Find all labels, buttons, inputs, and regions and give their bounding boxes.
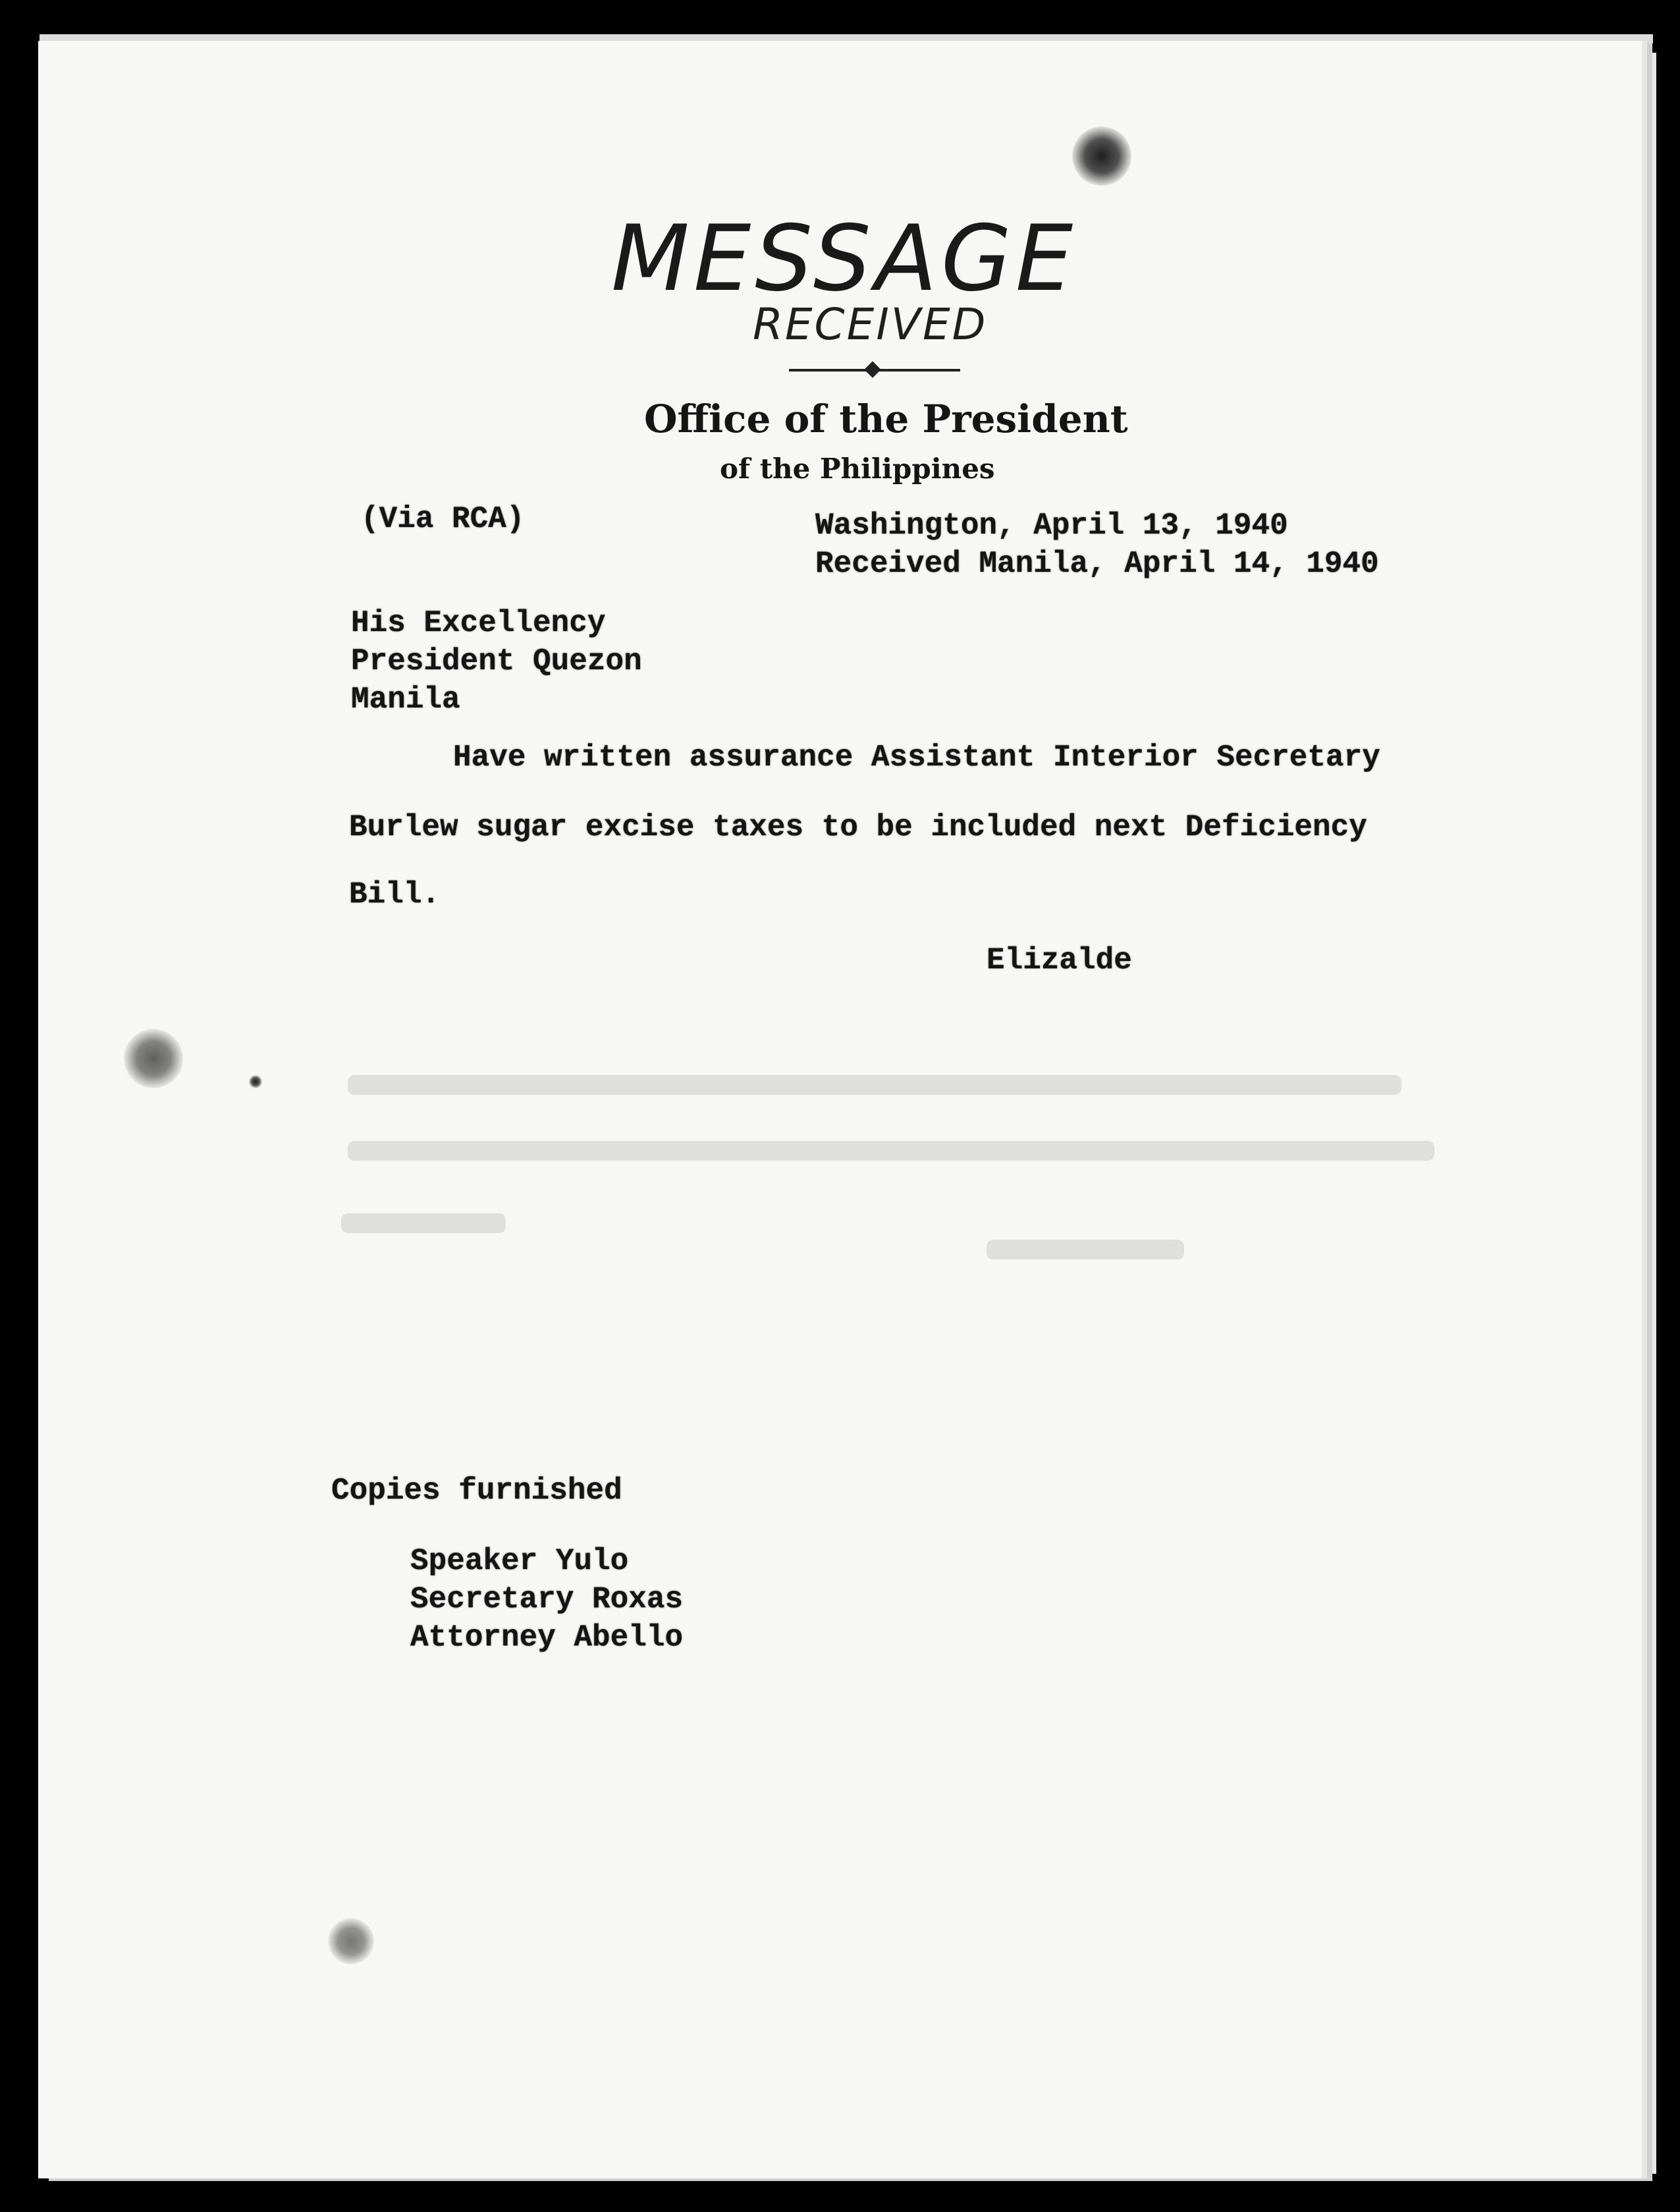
bleed-through bbox=[341, 1213, 506, 1233]
letterhead-diamond bbox=[864, 361, 881, 377]
ink-smudge bbox=[124, 1029, 183, 1088]
ink-smudge bbox=[328, 1918, 374, 1964]
signature: Elizalde bbox=[987, 943, 1132, 978]
via-line: (Via RCA) bbox=[361, 502, 525, 536]
body-line-3: Bill. bbox=[349, 877, 441, 912]
received-line: Received Manila, April 14, 1940 bbox=[815, 547, 1379, 581]
bleed-through bbox=[987, 1240, 1184, 1259]
body-line-2: Burlew sugar excise taxes to be included next Deficiency bbox=[349, 810, 1367, 844]
addressee-line-1: His Excellency bbox=[351, 606, 606, 640]
letterhead-title: MESSAGE bbox=[611, 206, 1077, 312]
telegram-page bbox=[38, 41, 1642, 2178]
body-line-1: Have written assurance Assistant Interior Secretary bbox=[453, 740, 1380, 775]
ink-dot bbox=[249, 1075, 262, 1088]
paper-stack-right-edge bbox=[1643, 53, 1656, 2174]
copies-recipient: Speaker Yulo bbox=[410, 1544, 629, 1578]
letterhead-country: of the Philippines bbox=[720, 453, 995, 485]
ink-blot bbox=[1072, 126, 1131, 186]
bleed-through bbox=[348, 1075, 1401, 1095]
sent-line: Washington, April 13, 1940 bbox=[815, 509, 1288, 543]
letterhead-subtitle: RECEIVED bbox=[753, 299, 988, 350]
addressee-line-2: President Quezon bbox=[351, 644, 642, 678]
bleed-through bbox=[348, 1141, 1434, 1161]
letterhead-office: Office of the President bbox=[644, 397, 1128, 441]
copies-heading: Copies furnished bbox=[331, 1474, 622, 1508]
copies-recipient: Attorney Abello bbox=[410, 1620, 684, 1655]
copies-recipient: Secretary Roxas bbox=[410, 1582, 684, 1617]
addressee-line-3: Manila bbox=[351, 682, 460, 717]
